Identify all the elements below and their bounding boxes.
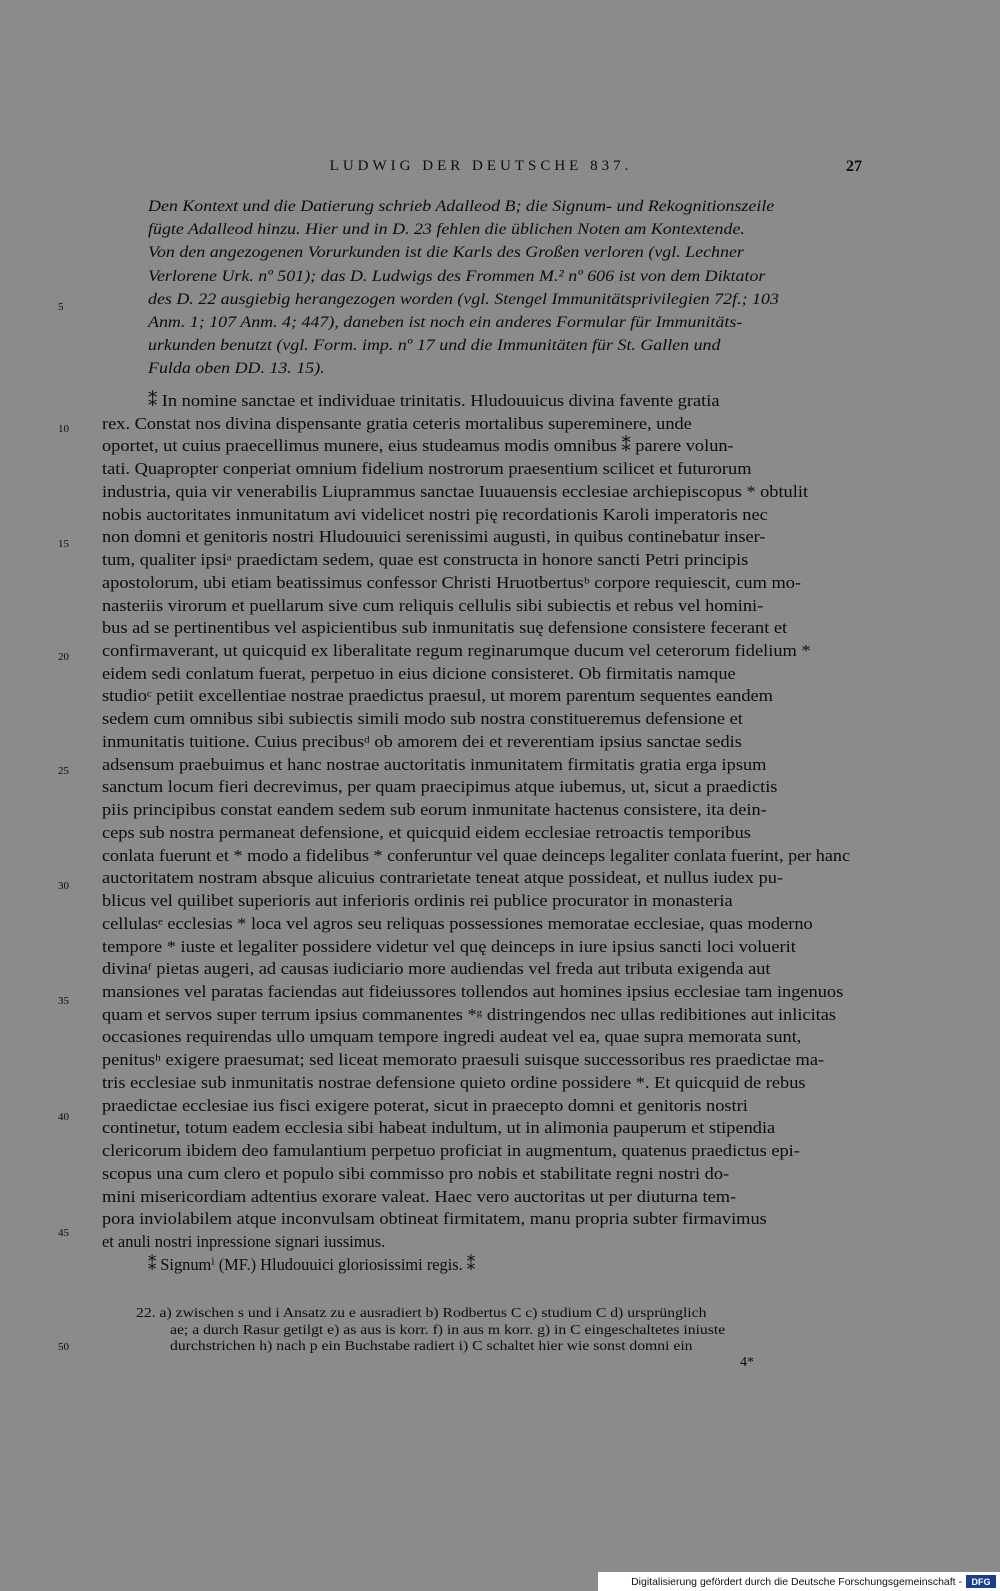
charter-line [102, 958, 850, 980]
charter-line-text: oportet, ut cuius praecellimus munere, eius studeamus modis omnibus ⁑ parere volun- [102, 436, 734, 456]
charter-line-text: divinaᶠ pietas augeri, ad causas iudiciario more audiendas vel freda aut tributa exigenda aut [102, 959, 771, 979]
commentary-line-text: des D. 22 ausgiebig herangezogen worden (vgl. Stengel Immunitätsprivilegien 72f.; 103 [148, 291, 779, 308]
charter-line [102, 890, 850, 912]
margin-line-number: 25 [58, 765, 69, 777]
charter-line-text: continetur, totum eadem ecclesia sibi habeat indultum, ut in alimonia pauperum et stipendia [102, 1118, 776, 1138]
charter-line-text: rex. Constat nos divina dispensante gratia ceteris mortalibus supereminere, unde [102, 413, 692, 433]
charter-line-text: cellulasᵉ ecclesias * loca vel agros seu reliquas possessiones memoratae ecclesiae, quas moderno [102, 913, 813, 933]
charter-line [102, 799, 850, 821]
charter-line [102, 1072, 850, 1094]
charter-line [102, 572, 850, 594]
charter-line [102, 1163, 850, 1185]
charter-line-text: confirmaverant, ut quicquid ex liberalitate regum reginarumque ducum vel ceterorum fidelium * [102, 641, 811, 661]
charter-line-text: mini misericordiam adtentius exorare valeat. Haec vero auctoritas ut per diuturna tem- [102, 1186, 737, 1206]
signum-line [148, 1254, 850, 1276]
charter-line-text: bus ad se pertinentibus vel aspicientibus sub inmunitatis suę defensione consistere fecerant et [102, 618, 788, 638]
charter-line-text: scopus una cum clero et populo sibi commisso pro nobis et stabilitate regni nostri do- [102, 1163, 730, 1183]
footnote-line-text: durchstrichen h) nach p ein Buchstabe radiert i) C schaltet hier wie sonst domni ein [170, 1339, 693, 1354]
charter-line-text: pora inviolabilem atque inconvulsam obtineat firmitatem, manu propria subter firmavimus [102, 1209, 767, 1229]
charter-line-text: studioᶜ petiit excellentiae nostrae praedictus praesul, ut morem parentum sequentes eandem [102, 686, 773, 706]
charter-line-text: ⁑ In nomine sanctae et individuae trinitatis. Hludouuicus divina favente gratia [148, 391, 720, 410]
dfg-logo-icon: DFG [966, 1575, 996, 1588]
margin-line-number: 10 [58, 423, 69, 435]
charter-line [102, 595, 850, 617]
margin-line-number: 50 [58, 1341, 69, 1353]
commentary-line [148, 312, 850, 334]
charter-line-text: praedictae ecclesiae ius fisci exigere poterat, sicut in praecepto domni et genitoris nostri [102, 1095, 748, 1115]
margin-line-number: 20 [58, 651, 69, 663]
charter-line [102, 1117, 850, 1139]
footer-bar [598, 1572, 1000, 1591]
margin-line-number: 15 [58, 538, 69, 550]
page-header [100, 158, 862, 180]
charter-line-text: blicus vel quilibet superioris aut inferioris ordinis rei publice procurator in monasteria [102, 891, 733, 911]
charter-line-text: adsensum praebuimus et hanc nostrae auctoritatis inmunitatem firmitatis gratia erga ipsum [102, 754, 767, 774]
charter-line-text: penitusʰ exigere praesumat; sed liceat memorato praesuli suisque successoribus res praedictae ma- [102, 1050, 825, 1070]
commentary-line-text: Anm. 1; 107 Anm. 4; 447), daneben ist noch ein anderes Formular für Immunitäts- [148, 314, 743, 331]
commentary-line-text: Von den angezogenen Vorurkunden ist die Karls des Großen verloren (vgl. Lechner [148, 244, 744, 261]
charter-line [102, 913, 850, 935]
charter-line [102, 663, 850, 685]
charter-line-text: piis principibus constat eandem sedem sub eorum inmunitate hactenus consistere, ita dein- [102, 800, 767, 820]
commentary-line [148, 358, 850, 380]
charter-line [102, 435, 850, 457]
margin-line-number: 5 [58, 301, 64, 313]
charter-line-text: tati. Quapropter conperiat omnium fidelium nostrorum praesentium scilicet et futurorum [102, 459, 752, 479]
charter-line-text: sanctum locum fieri decrevimus, per quam praecipimus atque iubemus, ut, sicut a praedictis [102, 777, 778, 797]
charter-line [102, 981, 850, 1003]
charter-line [102, 1231, 850, 1253]
page-number: 27 [846, 158, 862, 175]
commentary-line-text: urkunden benutzt (vgl. Form. imp. nº 17 und die Immunitäten für St. Gallen und [148, 337, 721, 354]
charter-line-text: auctoritatem nostram absque alicuius contrarietate teneat atque possideat, et nullus iudex pu- [102, 868, 784, 888]
charter-line-text: tempore * iuste et legaliter possidere videtur vel quę deinceps in iure ipsius sancti loci voluerit [102, 936, 796, 956]
charter-line-text: et anuli nostri inpressione signari iussimus. [102, 1232, 386, 1251]
charter-line-text: clericorum ibidem deo famulantium perpetuo proficiat in augmentum, quatenus praedictus epi- [102, 1141, 800, 1161]
charter-line [102, 754, 850, 776]
charter-line-text: quam et servos super terrum ipsius commanentes *ᵍ distringendos nec ullas redibitiones aut inlicitas [102, 1004, 837, 1024]
charter-line [102, 1026, 850, 1048]
charter-line [102, 1004, 850, 1026]
charter-line [102, 1049, 850, 1071]
charter-line [102, 504, 850, 526]
commentary-line-text: Fulda oben DD. 13. 15). [148, 360, 325, 377]
signature-mark: 4* [740, 1355, 754, 1370]
charter-line [102, 458, 850, 480]
charter-line-text: occasiones requirendas ullo umquam tempore ingredi audeat vel ea, quae supra memorata sunt, [102, 1027, 802, 1047]
margin-line-number: 45 [58, 1227, 69, 1239]
charter-line [148, 390, 850, 412]
running-head: LUDWIG DER DEUTSCHE 837. [329, 158, 633, 174]
commentary-line [148, 335, 850, 357]
charter-line [102, 731, 850, 753]
footer-text: Digitalisierung gefördert durch die Deutsche Forschungsgemeinschaft - [631, 1575, 962, 1588]
charter-line [102, 1186, 850, 1208]
charter-line [102, 413, 850, 435]
charter-line [102, 845, 850, 867]
charter-line-text: ceps sub nostra permaneat defensione, et quicquid eidem ecclesiae retroactis temporibus [102, 822, 751, 842]
charter-line-text: conlata fuerunt et * modo a fidelibus * conferuntur vel quae deinceps legaliter conlata fuerint, per hanc [102, 845, 851, 865]
commentary-line [148, 196, 850, 218]
charter-line [102, 708, 850, 730]
commentary-line [148, 266, 850, 288]
charter-line-text: sedem cum omnibus sibi subiectis simili modo sub nostra constitueremus defensione et [102, 709, 743, 729]
charter-line [102, 481, 850, 503]
commentary-line-text: Den Kontext und die Datierung schrieb Adalleod B; die Signum- und Rekognitionszeile [148, 198, 775, 215]
charter-line-text: tris ecclesiae sub inmunitatis nostrae defensione quieto ordine possidere *. Et quicquid de rebus [102, 1072, 806, 1092]
charter-line [102, 617, 850, 639]
charter-line [102, 1140, 850, 1162]
charter-line-text: apostolorum, ubi etiam beatissimus confessor Christi Hruotbertusᵇ corpore requiescit, cum mo- [102, 572, 802, 592]
commentary-line [148, 242, 850, 264]
charter-line [102, 685, 850, 707]
commentary-line-text: fügte Adalleod hinzu. Hier und in D. 23 fehlen die üblichen Noten am Kontextende. [148, 221, 745, 238]
charter-line [102, 1208, 850, 1230]
charter-line-text: non domni et genitoris nostri Hludouuici serenissimi augusti, in quibus continebatur inser- [102, 527, 766, 547]
charter-line [102, 526, 850, 548]
footnote-line-text: ae; a durch Rasur getilgt e) as aus is korr. f) in aus m korr. g) in C eingeschaltetes iniuste [170, 1323, 726, 1338]
margin-line-number: 35 [58, 995, 69, 1007]
charter-line [102, 936, 850, 958]
margin-line-number: 30 [58, 880, 69, 892]
charter-line [102, 822, 850, 844]
charter-line-text: tum, qualiter ipsiᵃ praedictam sedem, quae est constructa in honore sancti Petri principis [102, 550, 749, 570]
charter-line [102, 549, 850, 571]
commentary-line [148, 219, 850, 241]
charter-line [102, 776, 850, 798]
charter-line-text: mansiones vel paratas faciendas aut fideiussores tollendos aut homines ipsius ecclesiae tam ingenuos [102, 981, 844, 1001]
charter-line [102, 640, 850, 662]
charter-line [102, 867, 850, 889]
commentary-line [148, 289, 850, 311]
commentary-line-text: Verlorene Urk. nº 501); das D. Ludwigs des Frommen M.² nº 606 ist von dem Diktator [148, 268, 766, 285]
charter-line-text: eidem sedi conlatum fuerat, perpetuo in eius dicione consisteret. Ob firmitatis namque [102, 663, 736, 683]
charter-line [102, 1095, 850, 1117]
footnote-line-text: 22. a) zwischen s und i Ansatz zu e ausradiert b) Rodbertus C c) studium C d) ursprünglich [136, 1306, 707, 1321]
signum-line-text: ⁑ Signumⁱ (MF.) Hludouuici gloriosissimi regis. ⁑ [148, 1254, 476, 1274]
charter-line-text: industria, quia vir venerabilis Liuprammus sanctae Iuuauensis ecclesiae archiepiscopus * obtulit [102, 481, 809, 501]
charter-line-text: inmunitatis tuitione. Cuius precibusᵈ ob amorem dei et reverentiam ipsius sanctae sedis [102, 731, 742, 751]
charter-line-text: nobis auctoritates inmunitatum avi videlicet nostri pię recordationis Karoli imperatoris nec [102, 504, 768, 524]
margin-line-number: 40 [58, 1111, 69, 1123]
charter-line-text: nasteriis virorum et puellarum sive cum reliquis cellulis sibi subiectis et rebus vel homini- [102, 595, 764, 615]
